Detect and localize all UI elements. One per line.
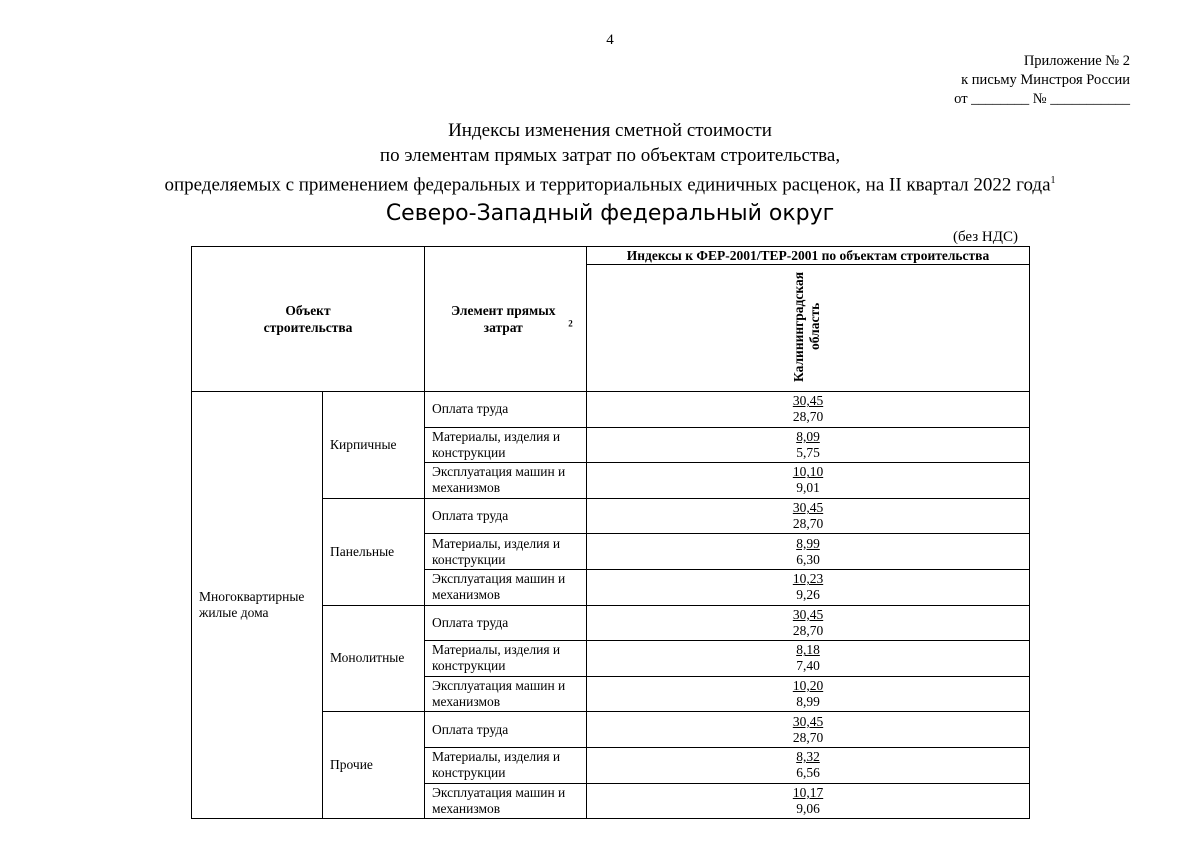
subgroup-cell: Монолитные — [323, 605, 425, 712]
value-cell — [587, 783, 1030, 819]
header-element-footnote: 2 — [568, 318, 573, 329]
vat-note: (без НДС) — [952, 229, 1018, 245]
value-cell — [587, 534, 1030, 570]
region-heading: Северо-Западный федеральный округ — [385, 201, 835, 226]
subgroup-cell: Кирпичные — [323, 392, 425, 499]
value-cell — [587, 641, 1030, 677]
value-bottom: 6,56 — [796, 765, 820, 781]
table-body — [192, 392, 1030, 819]
header-region-label: Калининградская область — [791, 271, 822, 382]
title-line3-text: определяемых с применением федеральных и территориальных единичных расценок, на II квартал 2022 года — [164, 174, 1051, 196]
element-cell: Оплата труда — [425, 712, 587, 748]
value-cell — [587, 463, 1030, 499]
group-cell: Многоквартирные жилые дома — [192, 392, 323, 819]
value-top: 8,32 — [796, 749, 820, 765]
title-line2: по элементам прямых затрат по объектам строительства, — [379, 145, 841, 166]
value-bottom: 7,40 — [796, 658, 820, 674]
value-top: 10,17 — [792, 784, 824, 800]
header-region — [587, 265, 1030, 392]
value-bottom: 28,70 — [792, 729, 824, 745]
value-top: 8,09 — [796, 428, 820, 444]
value-cell — [587, 712, 1030, 748]
value-cell — [587, 605, 1030, 641]
value-top: 30,45 — [792, 393, 824, 409]
element-cell: Эксплуатация машин и механизмов — [425, 569, 587, 605]
element-cell: Эксплуатация машин и механизмов — [425, 676, 587, 712]
element-cell: Материалы, изделия и конструкции — [425, 427, 587, 463]
title-line3 — [0, 168, 1200, 197]
value-bottom: 8,99 — [796, 694, 820, 710]
value-top: 10,23 — [792, 571, 824, 587]
value-cell — [587, 427, 1030, 463]
value-bottom: 9,26 — [796, 587, 820, 603]
value-bottom: 28,70 — [792, 622, 824, 638]
appendix-line1: Приложение № 2 — [1023, 53, 1130, 69]
value-top: 30,45 — [792, 500, 824, 516]
element-cell: Оплата труда — [425, 605, 587, 641]
value-top: 30,45 — [792, 606, 824, 622]
subgroup-cell: Прочие — [323, 712, 425, 819]
title-footnote: 1 — [1050, 175, 1056, 186]
value-bottom: 28,70 — [792, 409, 824, 425]
value-cell — [587, 569, 1030, 605]
element-cell: Оплата труда — [425, 392, 587, 428]
value-top: 30,45 — [792, 713, 824, 729]
page-number: 4 — [606, 32, 614, 48]
value-top: 10,20 — [792, 678, 824, 694]
value-bottom: 9,01 — [796, 480, 820, 496]
title-line1: Индексы изменения сметной стоимости — [448, 120, 772, 141]
element-cell: Материалы, изделия и конструкции — [425, 641, 587, 677]
value-top: 10,10 — [792, 464, 824, 480]
element-cell: Эксплуатация машин и механизмов — [425, 783, 587, 819]
appendix-block — [954, 52, 1130, 109]
value-top: 8,18 — [796, 642, 820, 658]
value-cell — [587, 747, 1030, 783]
value-bottom: 9,06 — [796, 800, 820, 816]
header-object: Объект строительства — [192, 247, 425, 392]
subgroup-cell: Панельные — [323, 498, 425, 605]
element-cell: Эксплуатация машин и механизмов — [425, 463, 587, 499]
document-title — [0, 118, 1200, 197]
element-cell: Материалы, изделия и конструкции — [425, 534, 587, 570]
table-row — [192, 392, 1030, 428]
element-cell: Оплата труда — [425, 498, 587, 534]
value-bottom: 6,30 — [796, 551, 820, 567]
value-cell — [587, 392, 1030, 428]
element-cell: Материалы, изделия и конструкции — [425, 747, 587, 783]
header-indices: Индексы к ФЕР-2001/ТЕР-2001 по объектам строительства — [587, 247, 1030, 265]
value-bottom: 5,75 — [796, 444, 820, 460]
value-bottom: 28,70 — [792, 516, 824, 532]
header-element: Элемент прямых затрат $^2$ — [425, 247, 587, 392]
value-top: 8,99 — [796, 535, 820, 551]
value-cell — [587, 676, 1030, 712]
value-cell — [587, 498, 1030, 534]
appendix-line2: к письму Минстроя России — [961, 72, 1130, 88]
indices-table — [191, 246, 1030, 819]
appendix-line3: от ________ № ___________ — [954, 91, 1130, 107]
